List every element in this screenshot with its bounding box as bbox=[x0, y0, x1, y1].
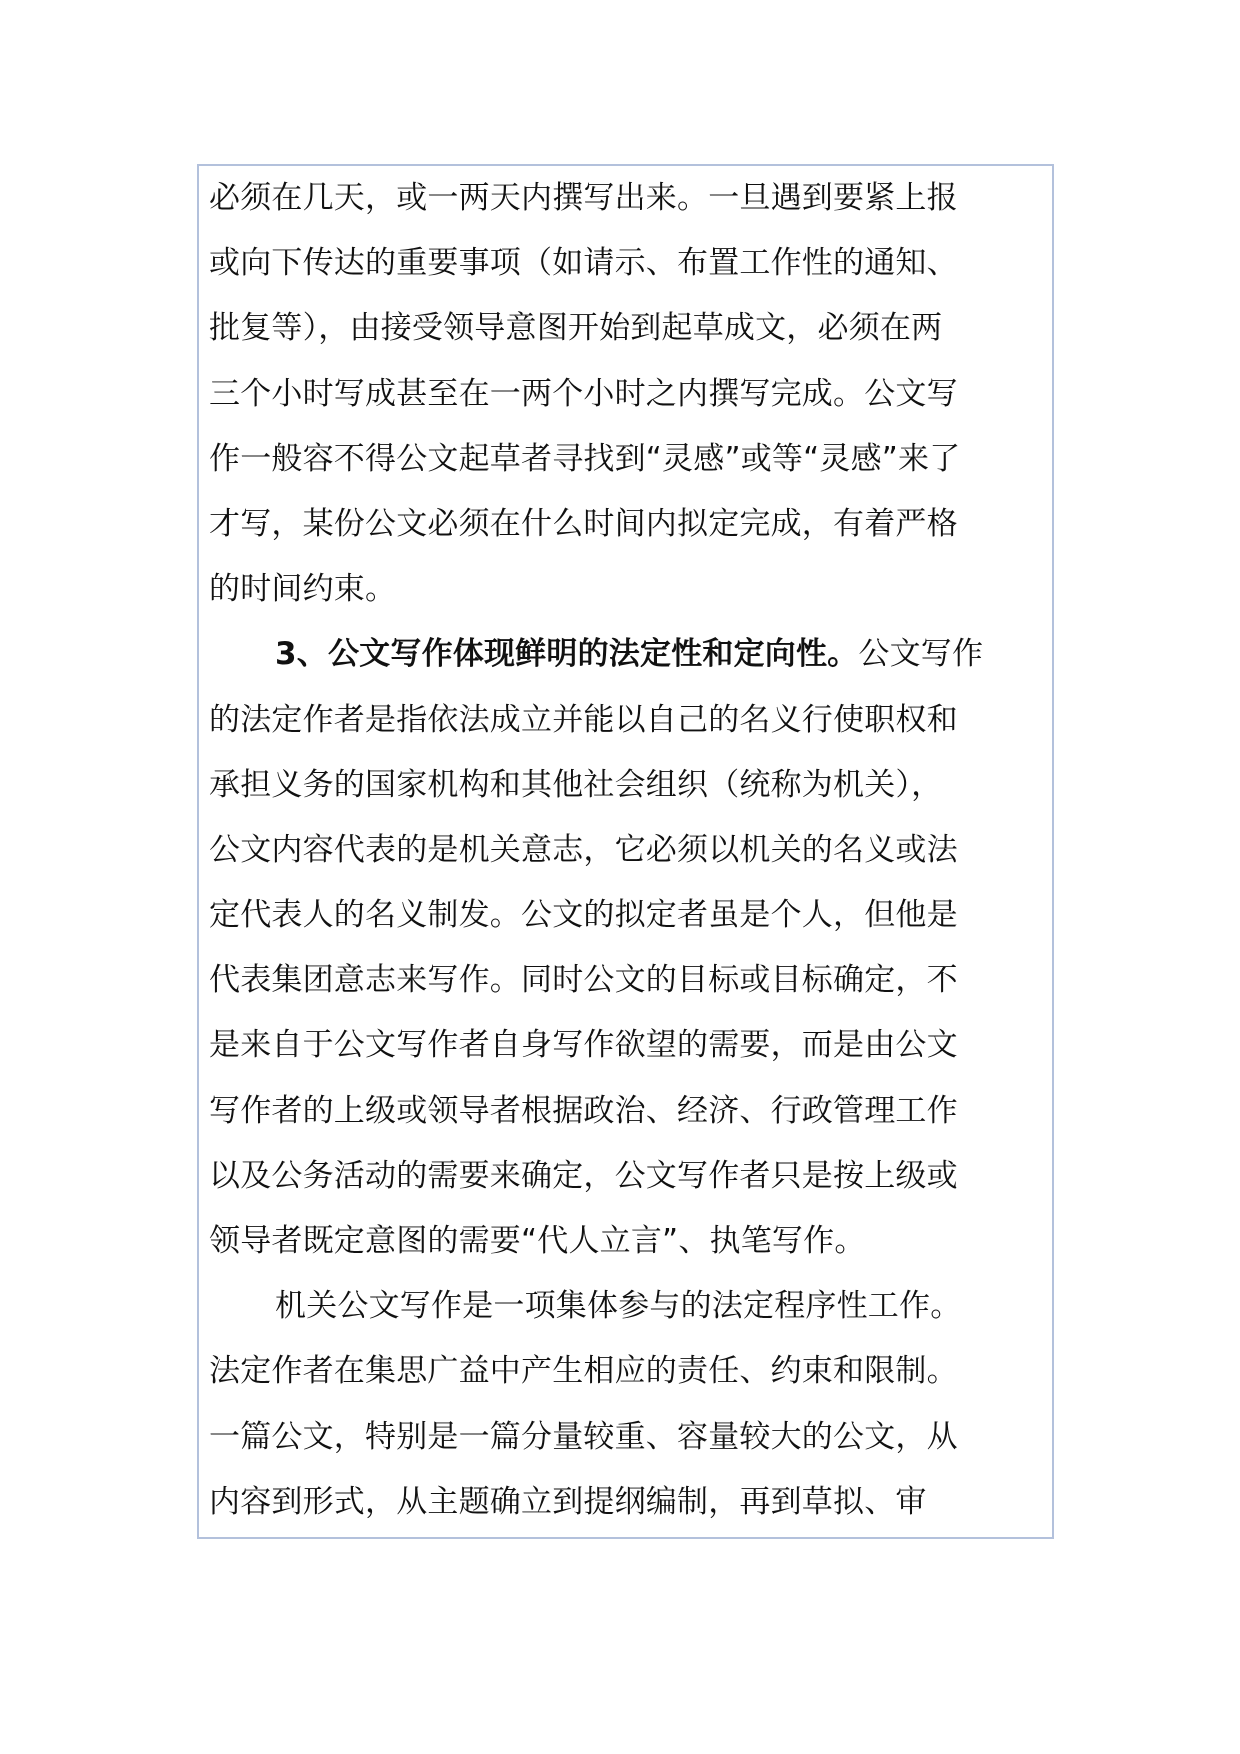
section-3-lead-text: 公文写作 bbox=[858, 636, 984, 673]
paragraph-first-line: 机关公文写作是一项集体参与的法定程序性工作。 bbox=[275, 1288, 962, 1325]
body-line: 的时间约束。 bbox=[209, 571, 397, 608]
text-frame bbox=[197, 164, 1054, 1539]
body-line: 必须在几天，或一两天内撰写出来。一旦遇到要紧上报 bbox=[209, 180, 958, 216]
document-body bbox=[209, 166, 1039, 1535]
body-line: 法定作者在集思广益中产生相应的责任、约束和限制。 bbox=[209, 1353, 958, 1390]
body-line: 或向下传达的重要事项（如请示、布置工作性的通知、 bbox=[209, 245, 958, 282]
body-line: 承担义务的国家机构和其他社会组织（统称为机关）， bbox=[209, 766, 943, 803]
body-line: 写作者的上级或领导者根据政治、经济、行政管理工作 bbox=[209, 1092, 958, 1129]
body-line: 三个小时写成甚至在一两个小时之内撰写完成。公文写 bbox=[209, 375, 958, 412]
body-line: 批复等），由接受领导意图开始到起草成文，必须在两 bbox=[209, 310, 943, 347]
body-line: 内容到形式，从主题确立到提纲编制，再到草拟、审 bbox=[209, 1483, 927, 1520]
body-line: 代表集团意志来写作。同时公文的目标或目标确定，不 bbox=[209, 962, 958, 999]
body-line: 作一般容不得公文起草者寻找到“灵感”或等“灵感”来了 bbox=[209, 440, 961, 477]
body-line: 以及公务活动的需要来确定，公文写作者只是按上级或 bbox=[209, 1157, 958, 1194]
body-line: 一篇公文，特别是一篇分量较重、容量较大的公文，从 bbox=[209, 1418, 958, 1455]
body-line: 的法定作者是指依法成立并能以自己的名义行使职权和 bbox=[209, 701, 958, 738]
body-line: 公文内容代表的是机关意志，它必须以机关的名义或法 bbox=[209, 831, 958, 868]
body-line: 才写，某份公文必须在什么时间内拟定完成，有着严格 bbox=[209, 505, 958, 542]
body-line: 是来自于公文写作者自身写作欲望的需要，而是由公文 bbox=[209, 1027, 958, 1064]
body-line: 定代表人的名义制发。公文的拟定者虽是个人，但他是 bbox=[209, 897, 958, 934]
section-3-first-line bbox=[209, 622, 1039, 687]
body-line: 领导者既定意图的需要“代人立言”、执笔写作。 bbox=[209, 1223, 866, 1259]
section-3-heading: 3、公文写作体现鲜明的法定性和定向性。 bbox=[275, 636, 859, 673]
